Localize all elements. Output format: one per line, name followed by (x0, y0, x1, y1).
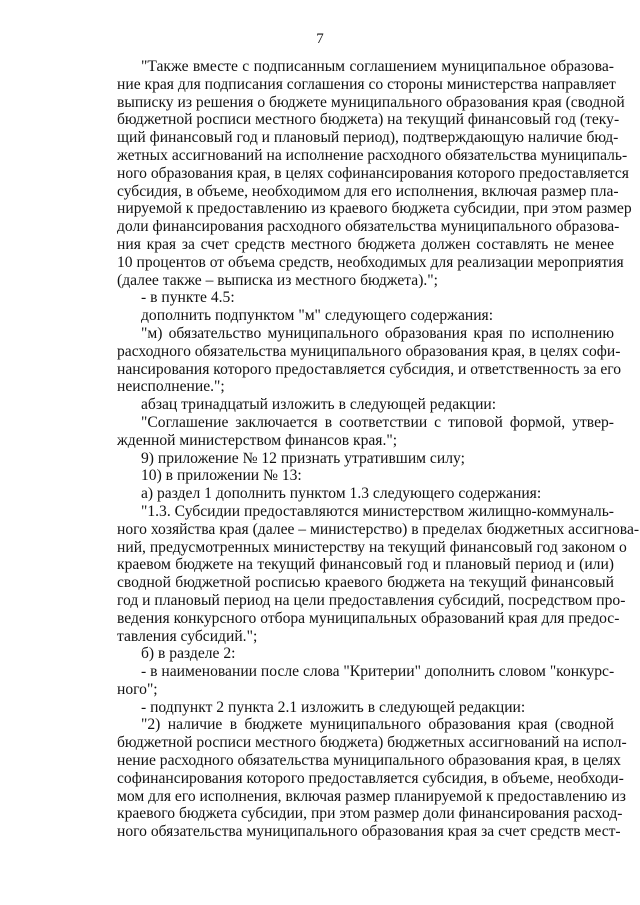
text-line: доли финансирования расходного обязательства муниципального образова- (117, 218, 620, 236)
text-line: софинансирования которого предоставляется субсидия, в объеме, необходи- (117, 769, 624, 787)
text-line: ние края для подписания соглашения со стороны министерства направляет (117, 75, 616, 93)
text-line: щий финансовый год и плановый период), подтверждающую наличие бюд- (117, 129, 619, 147)
text-line: нансирования которого предоставляется субсидия, и ответственность за его (117, 360, 622, 378)
text-line: жетных ассигнований на исполнение расходного обязательства муниципаль- (117, 146, 628, 164)
page-number: 7 (316, 31, 324, 47)
text-line: 10 процентов от объема средств, необходимых для реализации мероприятия (117, 253, 624, 271)
text-line: "м) обязательство муниципального образования края по исполнению (141, 324, 614, 342)
text-line: краевом бюджете на текущий финансовый год и плановый период и (или) (117, 556, 614, 574)
text-line: ного"; (117, 680, 158, 698)
text-line: дополнить подпунктом "м" следующего содержания: (141, 307, 494, 325)
text-line: субсидия, в объеме, необходимом для его исполнения, включая размер пла- (117, 182, 619, 200)
text-line: б) в разделе 2: (141, 645, 236, 663)
text-line: ний, предусмотренных министерству на текущий финансовый год законом о (117, 538, 627, 556)
text-line: жденной министерством финансов края."; (117, 431, 398, 449)
text-line: год и плановый период на цели предоставления субсидий, посредством про- (117, 591, 626, 609)
text-line: ния края за счет средств местного бюджета должен составлять не менее (117, 235, 614, 253)
text-line: а) раздел 1 дополнить пунктом 1.3 следующего содержания: (141, 485, 542, 503)
text-line: "1.3. Субсидии предоставляются министерством жилищно-коммуналь- (141, 502, 614, 520)
text-line: сводной бюджетной росписью краевого бюджета на текущий финансовый (117, 574, 614, 592)
text-line: неисполнение."; (117, 378, 225, 396)
text-line: 9) приложение № 12 признать утратившим силу; (141, 449, 465, 467)
text-line: ного обязательства муниципального образования края за счет средств мест- (117, 823, 621, 841)
text-line: бюджетной росписи местного бюджета) бюджетных ассигнований на испол- (117, 734, 627, 752)
document-body (117, 58, 640, 841)
text-line: 10) в приложении № 13: (141, 467, 302, 485)
text-line: нение расходного обязательства муниципального образования края, в целях (117, 752, 621, 770)
text-line: - подпункт 2 пункта 2.1 изложить в следующей редакции: (141, 698, 526, 716)
text-line: краевого бюджета субсидии, при этом размер доли финансирования расход- (117, 805, 623, 823)
text-line: ного образования края, в целях софинансирования которого предоставляется (117, 164, 629, 182)
text-line: абзац тринадцатый изложить в следующей редакции: (141, 396, 497, 414)
text-line: "2) наличие в бюджете муниципального образования края (сводной (141, 716, 614, 734)
text-line: ного хозяйства края (далее – министерство) в пределах бюджетных ассигнова- (117, 520, 640, 538)
text-line: мом для его исполнения, включая размер планируемой к предоставлению из (117, 787, 626, 805)
text-line: нируемой к предоставлению из краевого бюджета субсидии, при этом размер (117, 200, 632, 218)
text-line: - в наименовании после слова "Критерии" дополнить словом "конкурс- (141, 663, 615, 681)
text-line: - в пункте 4.5: (141, 289, 235, 307)
text-line: ведения конкурсного отбора муниципальных образований края для предос- (117, 609, 620, 627)
text-line: "Также вместе с подписанным соглашением муниципальное образова- (141, 58, 614, 75)
text-line: бюджетной росписи местного бюджета) на текущий финансовый год (теку- (117, 111, 620, 129)
text-line: (далее также – выписка из местного бюджета)."; (117, 271, 438, 289)
text-line: расходного обязательства муниципального образования края, в целях софи- (117, 342, 621, 360)
text-line: "Соглашение заключается в соответствии с типовой формой, утвер- (141, 413, 614, 431)
text-line: выписку из решения о бюджете муниципального образования края (сводной (117, 93, 625, 111)
text-line: тавления субсидий."; (117, 627, 258, 645)
